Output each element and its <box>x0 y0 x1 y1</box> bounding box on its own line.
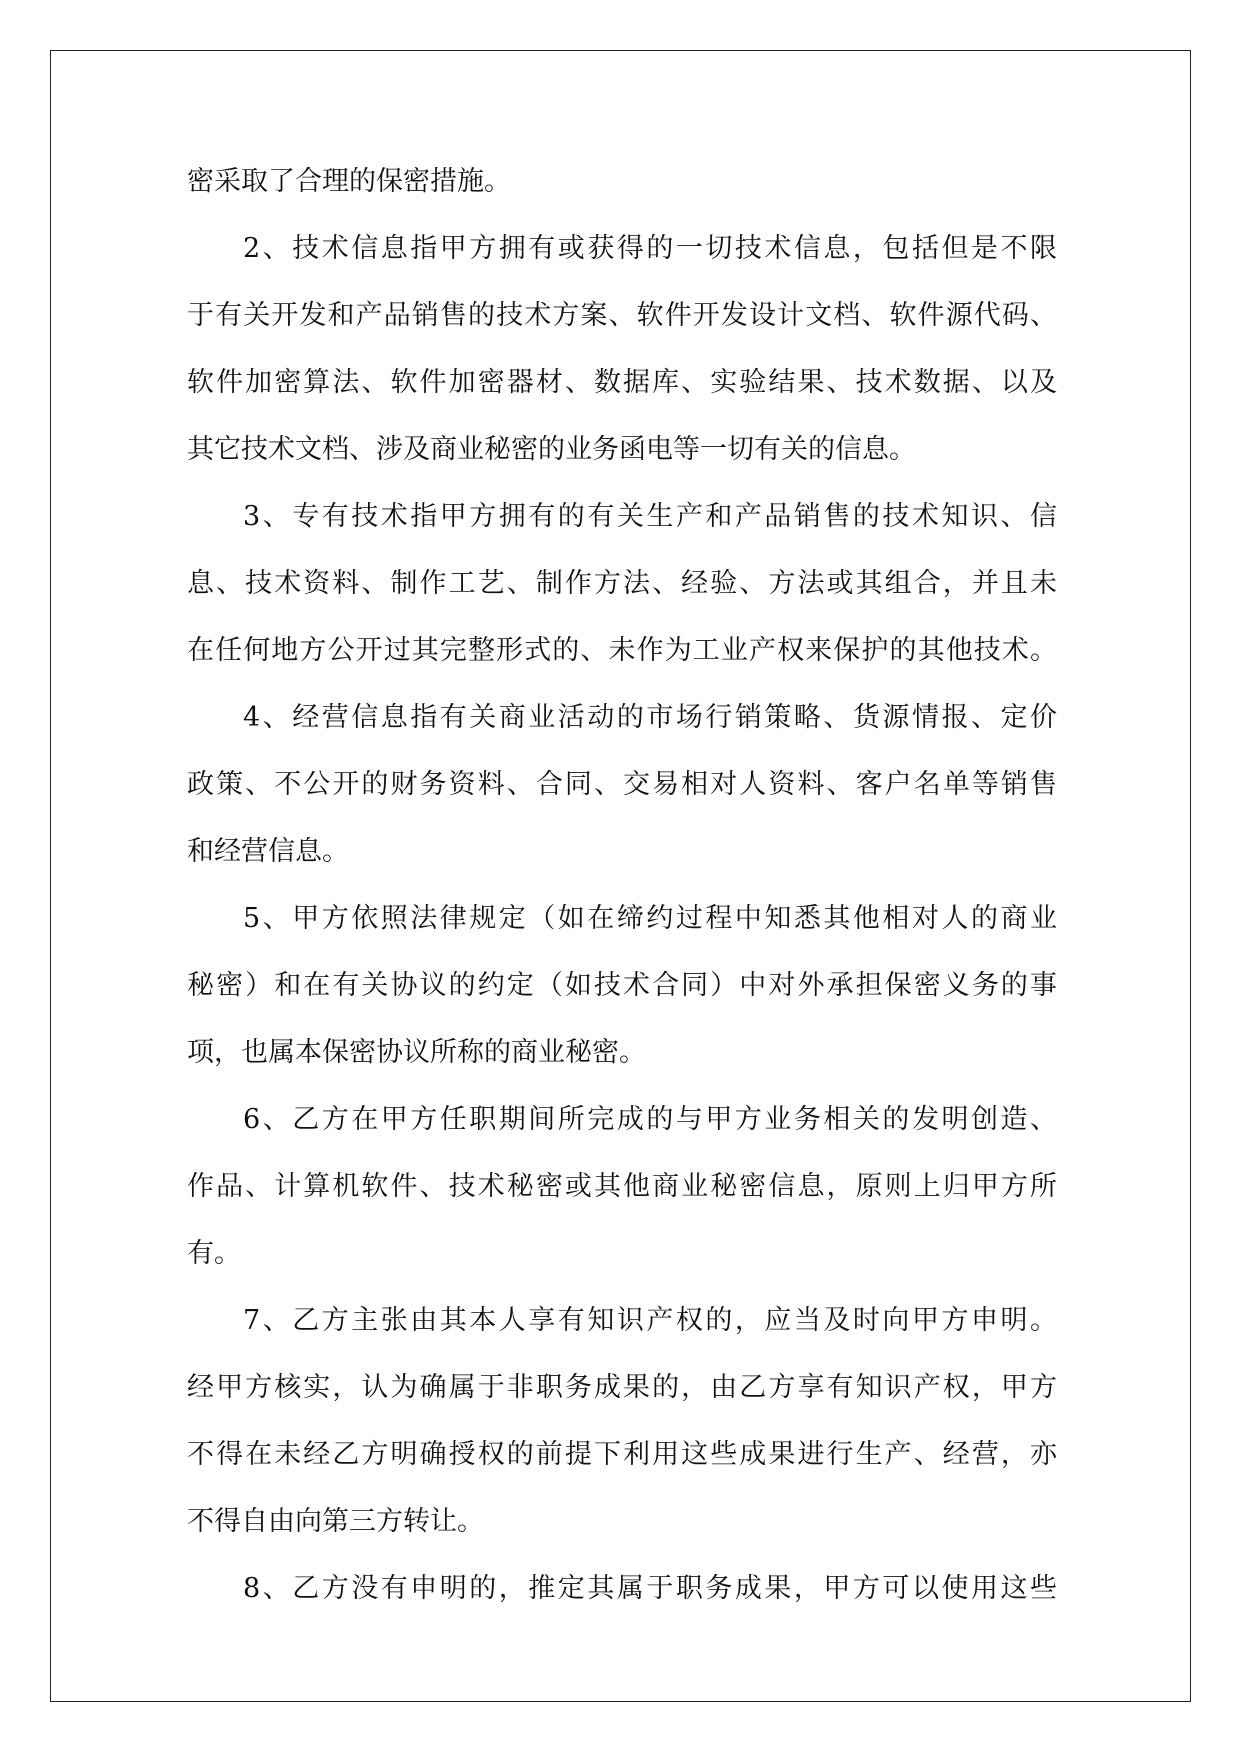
text-line: 作品、计算机软件、技术秘密或其他商业秘密信息，原则上归甲方所 <box>187 1171 1057 1202</box>
text-line: 8、乙方没有申明的，推定其属于职务成果，甲方可以使用这些 <box>243 1573 1057 1604</box>
text-line: 不得自由向第三方转让。 <box>187 1506 484 1537</box>
text-line: 有。 <box>187 1238 241 1269</box>
text-line: 于有关开发和产品销售的技术方案、软件开发设计文档、软件源代码、 <box>187 300 1057 331</box>
document-body <box>187 148 1057 1622</box>
text-line: 在任何地方公开过其完整形式的、未作为工业产权来保护的其他技术。 <box>187 635 1057 666</box>
text-line: 秘密）和在有关协议的约定（如技术合同）中对外承担保密义务的事 <box>187 970 1057 1001</box>
text-line: 7、乙方主张由其本人享有知识产权的，应当及时向甲方申明。 <box>243 1305 1057 1336</box>
text-line: 政策、不公开的财务资料、合同、交易相对人资料、客户名单等销售 <box>187 769 1057 800</box>
text-line: 其它技术文档、涉及商业秘密的业务函电等一切有关的信息。 <box>187 434 916 465</box>
text-line: 2、技术信息指甲方拥有或获得的一切技术信息，包括但是不限 <box>243 233 1057 264</box>
text-line: 5、甲方依照法律规定（如在缔约过程中知悉其他相对人的商业 <box>243 903 1057 934</box>
text-line: 和经营信息。 <box>187 836 349 867</box>
text-line: 项，也属本保密协议所称的商业秘密。 <box>187 1037 646 1068</box>
text-line: 6、乙方在甲方任职期间所完成的与甲方业务相关的发明创造、 <box>243 1104 1057 1135</box>
text-line: 不得在未经乙方明确授权的前提下利用这些成果进行生产、经营，亦 <box>187 1439 1057 1470</box>
text-line: 4、经营信息指有关商业活动的市场行销策略、货源情报、定价 <box>243 702 1057 733</box>
text-line: 息、技术资料、制作工艺、制作方法、经验、方法或其组合，并且未 <box>187 568 1057 599</box>
text-line: 密采取了合理的保密措施。 <box>187 166 511 197</box>
text-line: 经甲方核实，认为确属于非职务成果的，由乙方享有知识产权，甲方 <box>187 1372 1057 1403</box>
text-line: 软件加密算法、软件加密器材、数据库、实验结果、技术数据、以及 <box>187 367 1057 398</box>
text-line: 3、专有技术指甲方拥有的有关生产和产品销售的技术知识、信 <box>243 501 1057 532</box>
